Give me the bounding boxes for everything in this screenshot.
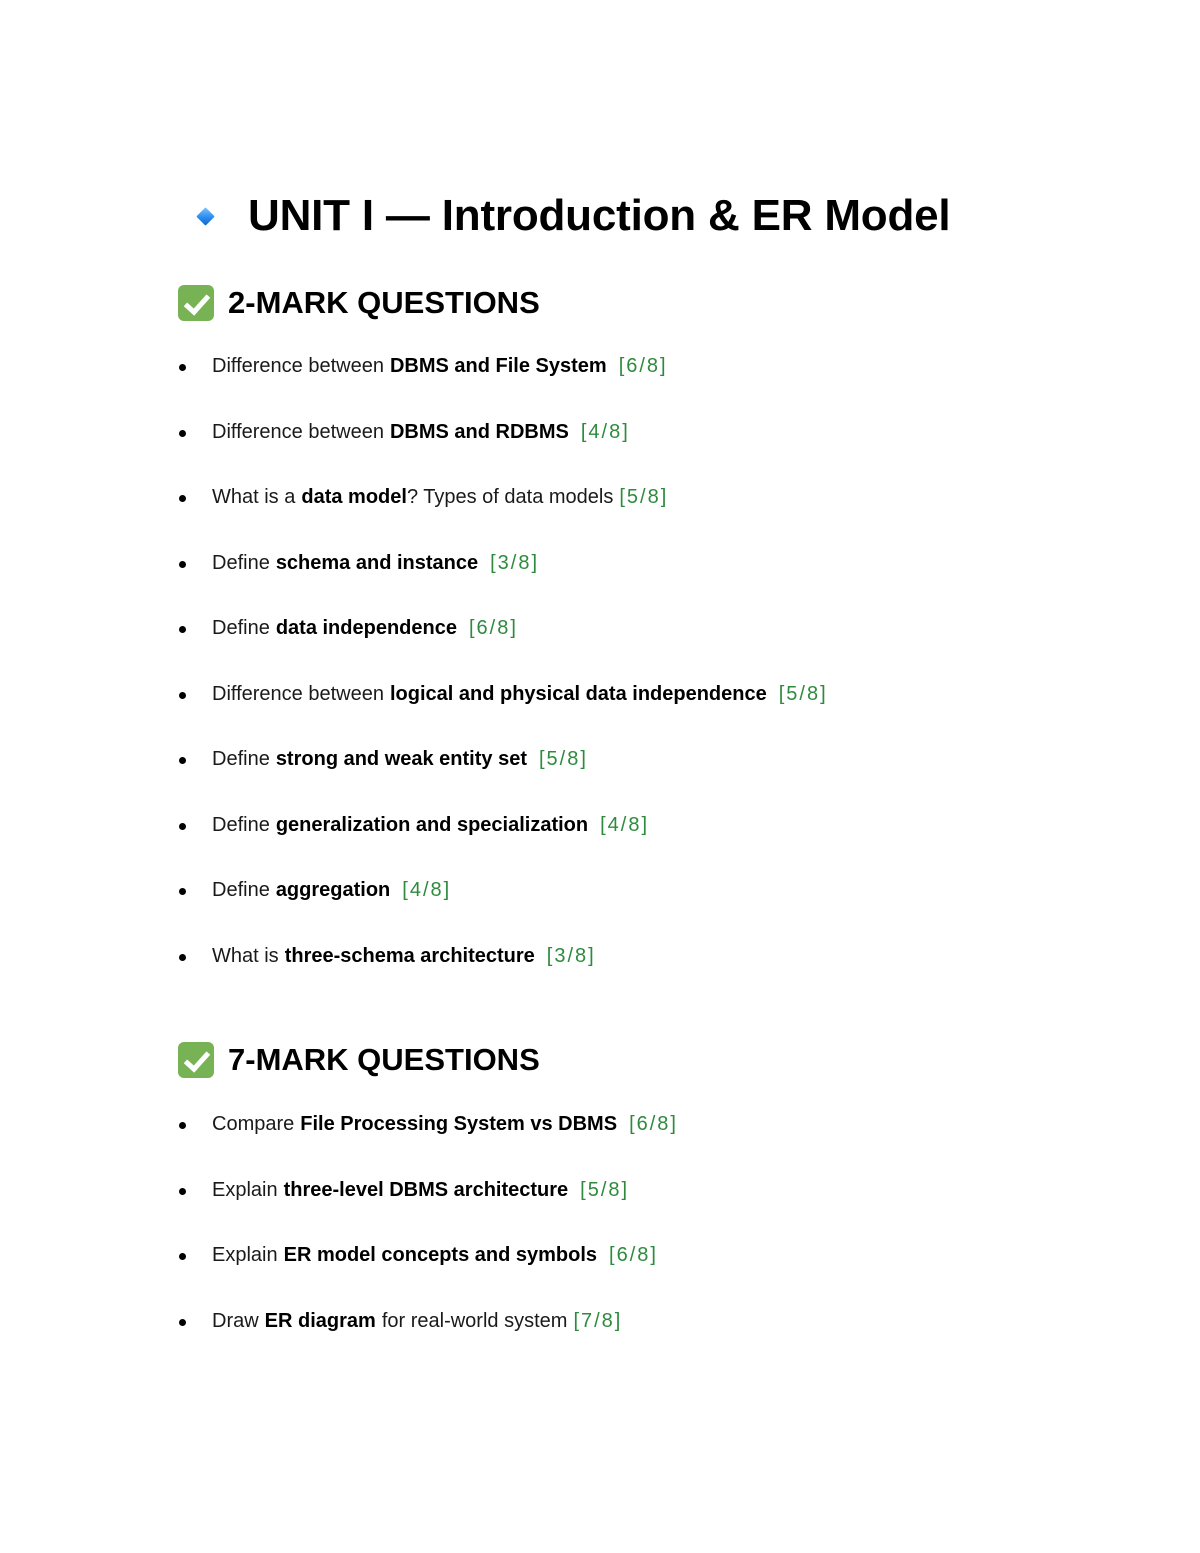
question-prefix: Define: [212, 879, 270, 901]
question-suffix: for real-world system: [381, 1309, 568, 1332]
question-prefix: Difference between: [212, 682, 384, 705]
bullet-icon: [179, 823, 186, 830]
list-item: [176, 616, 828, 682]
bullet-icon: [179, 888, 186, 895]
section-heading-2-mark: [178, 282, 540, 324]
question-topic: data independence: [275, 617, 457, 639]
question-topic: logical and physical data independence: [389, 682, 767, 705]
question-topic: ER diagram: [264, 1309, 376, 1332]
question-prefix: Define: [212, 551, 270, 574]
frequency-mark: [3/8]: [546, 944, 596, 967]
bullet-icon: [179, 1319, 186, 1326]
list-item: [176, 1243, 678, 1309]
question-prefix: Explain: [212, 1244, 278, 1266]
bullet-icon: [179, 561, 186, 568]
list-item: [176, 551, 828, 617]
small-blue-diamond-icon: [196, 207, 214, 225]
list-item: [176, 420, 828, 486]
question-list-7-mark: [176, 1112, 678, 1374]
frequency-mark: [6/8]: [609, 1244, 658, 1266]
list-item: [176, 354, 828, 420]
bullet-icon: [179, 954, 186, 961]
question-prefix: Difference between: [212, 420, 384, 443]
question-prefix: Define: [212, 617, 270, 639]
frequency-mark: [6/8]: [629, 1113, 678, 1135]
list-item: [176, 813, 828, 879]
list-item: [176, 485, 828, 551]
question-topic: generalization and specialization: [275, 813, 589, 836]
question-topic: File Processing System vs DBMS: [300, 1113, 618, 1135]
list-item: [176, 682, 828, 748]
bullet-icon: [179, 692, 186, 699]
check-mark-button-icon: [178, 1042, 214, 1078]
frequency-mark: [6/8]: [618, 355, 668, 377]
frequency-mark: [7/8]: [573, 1309, 623, 1332]
bullet-icon: [179, 1188, 186, 1195]
list-item: [176, 1309, 678, 1375]
bullet-icon: [179, 1253, 186, 1260]
bullet-icon: [179, 495, 186, 502]
list-item: [176, 944, 828, 1010]
question-topic: aggregation: [275, 879, 391, 901]
question-topic: ER model concepts and symbols: [283, 1244, 598, 1266]
frequency-mark: [6/8]: [468, 617, 518, 639]
check-mark-button-icon: [178, 285, 214, 321]
bullet-icon: [179, 364, 186, 371]
question-topic: DBMS and RDBMS: [389, 420, 569, 443]
bullet-icon: [179, 757, 186, 764]
section-heading-7-mark: [178, 1039, 540, 1081]
page-title: [195, 186, 950, 246]
question-topic: data model: [301, 486, 407, 508]
question-prefix: What is: [212, 944, 279, 967]
question-prefix: Define: [212, 813, 270, 836]
question-prefix: Compare: [212, 1113, 295, 1135]
frequency-mark: [4/8]: [580, 420, 630, 443]
question-topic: three-schema architecture: [284, 944, 535, 967]
list-item: [176, 1112, 678, 1178]
question-prefix: What is a: [212, 486, 296, 508]
list-item: [176, 878, 828, 944]
frequency-mark: [5/8]: [580, 1178, 630, 1201]
page-title-text: UNIT I — Introduction & ER Model: [248, 191, 951, 240]
bullet-icon: [179, 1122, 186, 1129]
frequency-mark: [5/8]: [778, 682, 828, 705]
frequency-mark: [5/8]: [538, 748, 588, 770]
question-topic: strong and weak entity set: [275, 748, 527, 770]
bullet-icon: [179, 626, 186, 633]
frequency-mark: [4/8]: [402, 879, 452, 901]
frequency-mark: [4/8]: [600, 813, 650, 836]
question-prefix: Difference between: [212, 355, 384, 377]
section-heading-text: 7-MARK QUESTIONS: [228, 1042, 540, 1077]
question-topic: three-level DBMS architecture: [283, 1178, 569, 1201]
question-topic: schema and instance: [275, 551, 479, 574]
frequency-mark: [5/8]: [619, 486, 669, 508]
question-list-2-mark: [176, 354, 828, 1009]
list-item: [176, 747, 828, 813]
question-suffix: ? Types of data models: [406, 486, 614, 508]
question-topic: DBMS and File System: [389, 355, 607, 377]
frequency-mark: [3/8]: [490, 551, 540, 574]
section-heading-text: 2-MARK QUESTIONS: [228, 285, 540, 320]
question-prefix: Draw: [212, 1309, 259, 1332]
question-prefix: Define: [212, 748, 270, 770]
bullet-icon: [179, 430, 186, 437]
list-item: [176, 1178, 678, 1244]
question-prefix: Explain: [212, 1178, 278, 1201]
